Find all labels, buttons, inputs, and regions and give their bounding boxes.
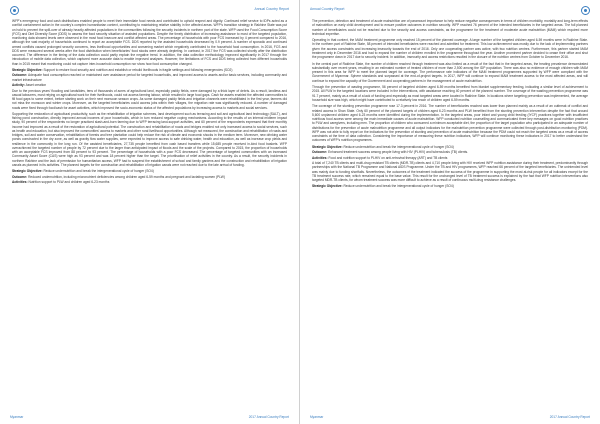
labeled-paragraph: [312, 145, 588, 149]
right-page-footer: [310, 415, 590, 420]
labeled-paragraph: [312, 184, 588, 188]
paragraph-text: Reduced undernutrition, including micronutrient deficiencies among children aged 6-59 months and pregnant and lactating women (PLW): [28, 174, 225, 179]
body-paragraph: Due to the previous years' flooding and landslides, tens of thousands of acres of agricultural land, especially paddy fields, were damaged by a thick layer of debris. As a result, landless and casual labourers, most relying on agricultural work for their livelihoods, could not access farming labour, which resulted in large food gaps. Cash for assets enabled the affected communities to fill food gaps to some extent, before starting work on their next monsoon season crops. As some damaged paddy fields and irrigation channels were rehabilitated in the first year, farmers did not miss the monsoon and winter crops. Moreover, as the targeted beneficiaries could access jobs within their villages, the migration rate was significantly reduced. A number of damaged roads were fixed through food/cash for asset activities, which improved the socio-economic status of the affected populations by increasing access to markets and social services.: [12, 88, 287, 110]
paragraph-text: Reduce undernutrition and break the intergenerational cycle of hunger (SO4): [343, 144, 454, 149]
paragraph-text: Adequate food consumption reached or maintained over assistance period for targeted households, and improved access to assets and/or basic services, including community and market infrastructure: [12, 73, 287, 82]
paragraph-text: Nutrition support to PLW and children aged 6-23 months: [28, 180, 110, 185]
labeled-paragraph: [12, 175, 287, 179]
footer-country: Myanmar: [10, 415, 24, 419]
labeled-paragraph: [12, 83, 287, 87]
labeled-paragraph: [12, 73, 287, 82]
paragraph-text: Reduce undernutrition and break the intergenerational cycle of hunger (SO4): [43, 169, 154, 174]
wfp-emblem-icon: [10, 6, 19, 15]
paragraph-label: Outcome:: [12, 73, 28, 78]
footer-country: Myanmar: [310, 415, 324, 419]
running-title: Annual Country Report: [310, 7, 345, 11]
paragraph-label: Outcome:: [312, 150, 328, 155]
wfp-emblem-icon: [581, 6, 590, 15]
paragraph-label: Strategic Objective:: [12, 67, 43, 72]
paragraph-text: Asset creation: [25, 83, 47, 88]
paragraph-text: Reduce undernutrition and break the intergenerational cycle of hunger (SO4): [343, 184, 454, 189]
left-page-footer: [10, 415, 289, 420]
labeled-paragraph: [312, 156, 588, 160]
paragraph-label: Outcome:: [12, 174, 28, 179]
labeled-paragraph: [12, 180, 287, 184]
footer-report-title: 2017 Annual Country Report: [248, 415, 289, 419]
paragraph-label: Strategic Objective:: [12, 169, 43, 174]
paragraph-label: Activity:: [12, 83, 25, 88]
body-paragraph: Supporting the restoration of agricultural productivity, such as the rehabilitation of irrigation schemes, land development such as terracing and soil and agricultural land technology (SALT), and fishing pond construction, directly improved annual incomes of poor households, which in turn reduced negative coping mechanisms. According to the results of an internal midterm impact study, 90 percent of the respondents no longer practiced slash-and-burn farming due to WFP terracing land-support activities, and 60 percent of the respondents expressed that their monthly income had improved as a result of the restoration of agricultural potential. The construction and rehabilitation of roads and bridges enabled not only increased access to social services, such as health and education, but also improved the communities' access to markets and other rural livelihood opportunities. Although not measured, the construction and rehabilitation of roads and bridges, soil and water conservation, rehabilitation of forests and tree plantation could help reduce the risk of climate and economic shocks in the medium term. Moreover, new drinking water ponds constructed in the dry zone, as well as gravity flow water supplies, were expected to improve access to safe drinking water, health and education, as well as increase crop yields and resilience in the community in the long run. Of the assisted beneficiaries, 27,735 people benefited from cash based transfers while 15,685 people received in-kind food baskets. WFP overachieved the targeted number of people by 72 percent due to the larger than anticipated impact of floods and the scale of the projects. Compared to 2015, the proportion of households with an acceptable FCS improved from 88 percent to 93 percent. The percentage of households with a poor FCS decreased. The percentage of targeted communities with an increased Community Asset Score (CAS) were high as 93 percent and was 18 percent higher than the target. The prioritisation of relief activities in the country. As a result, the security incidents in northern Rakhine and the lack of permission for humanitarian access, WFP had to suspend the establishment of school and family gardens and the construction and rehabilitation of irrigation canals as planned in its activities. The planned targets for the construction and rehabilitation of irrigation canals were not reached due to the late arrival of funding.: [12, 111, 287, 167]
right-page: [300, 0, 600, 424]
right-page-body: [312, 19, 588, 412]
paragraph-text: Support to restore food security and nutrition and establish or rebuild livelihoods in fragile settings and following emergencies (SO2): [43, 67, 233, 72]
paragraph-text: Enhanced treatment success among people living with HIV (PLHIV) and tuberculosis (TB) clients.: [328, 150, 469, 155]
paragraph-label: Activities:: [12, 180, 28, 185]
left-page-body: [12, 19, 287, 412]
paragraph-label: Strategic Objective:: [312, 184, 343, 189]
running-title: Annual Country Report: [254, 7, 289, 11]
paragraph-text: Food and nutrition support to PLHIV on anti-retroviral therapy (ART) and TB clients: [328, 155, 448, 160]
body-paragraph: WFP's emergency food and cash distributions enabled people to meet their immediate food needs and contributed to uphold respect and dignity. Continued relief service to IDPs acted as a conflict containment action in the country's complex humanitarian context, contributing to maintaining relative stability in the affected areas. WFP's transition strategy in Rakhine State was put on hold to prevent the spill-over of already heavily affected populations in the communities following the security incidents in northern part of the state. WFP used the Food Consumption Score (FCS) and Diet Diversity Score (DDS) to assess the food security situation of assisted populations. Despite the timely distribution of increasing assistance to most of the targeted population, monitoring data showed levels were observed in the most food insecure and conflict affected areas. The percentage of households with poor FCS increased by 4 percent compared to 2016, although the vast majority of households continued to report an acceptable FCS. DDS reported by the assisted households decreased by 0.9 percent. A number of sporadic and continued armed conflicts caused prolonged security concerns, less livelihood opportunities and worsening market which negatively contributed to the household food consumption. In 2016, FCS and DDS were measured several weeks after the food distribution when beneficiaries' food stocks were already depleting. In contrast, in 2017 the FCS was collected shortly after the distribution occurred. The difference in the timing of the data collection could partly explain the negative trend. In addition, the data collection methodology improved significantly in 2017 through the introduction of mobile data collection, which captured more accurate data to enable improved analyses. However, the limitations of FCS and DDS being collected from different households than in 2015 meant that monitoring could not capture inter-household consumption nor show how food consumption changed.: [12, 19, 287, 66]
paragraph-label: Activities:: [312, 155, 328, 160]
body-paragraph: The coverage of the stunting prevention programme rose 17.3 percent in 2016. The number of beneficiaries reached was lower than planned mainly as a result of an outbreak of conflict and related access in Shan State. Only 60 percent of the planned targets of children aged 6-23 months and PLW benefited from the stunting prevention intervention despite the fact that around 5,600 unplanned children aged 6-23 months were identified during the implementation. In the targeted areas, poor infant and young child feeding (IYCF) practices together with insufficient nutritious food access were among the main immediate causes of acute malnutrition. WFP conducted nutrition counselling and communicated three key messages on good nutrition practices to PLW and caregivers, including men. The proportion of children who consumed a minimum acceptable diet, the proportion of the target population who participated in an adequate number of distributions for the prevention of acute malnutrition programme and all output indicators for the malnutrition prevention programme were collected through post-distribution monitoring (PDM). WFP was not able to fully report on the indicators for the prevention of stunting and prevention of acute malnutrition because the PDM could not reach the targeted areas as a result of access constraints at the time of data collection. Considering the importance of measuring these nutrition indicators, WFP will continue monitoring these indicators in 2017 to better understand the outcomes of WFP's nutrition programmes.: [312, 104, 588, 143]
right-page-header: [310, 6, 590, 18]
left-page-header: [10, 6, 289, 18]
labeled-paragraph: [12, 68, 287, 72]
body-paragraph: In the central part of Rakhine State, the number of children reached through treatment was also limited as a result of the fact that in the targeted areas, the treating prevalence demonstrated substantially over recent years, resulting in an estimated number of treated children of more than 2,500 among the IDP population. There was also no evidence of enough children with MAM present in this area for WFP to meet the planned target for coverage. The performance rate indicators of the MAM treatment programmes supported by WFP were compliant with the Government of Myanmar. Sphere standards and surpassed at the end-of-project targets. In 2017, WFP will continue to expand MAM treatment access to the most affected areas, and will continue to expand the capacity of the Government and cooperating partners in the management of acute malnutrition.: [312, 61, 588, 83]
paragraph-label: Strategic Objective:: [312, 144, 343, 149]
footer-report-title: 2017 Annual Country Report: [549, 415, 590, 419]
labeled-paragraph: [312, 150, 588, 154]
body-paragraph: The prevention, detection and treatment of acute malnutrition are of paramount importance to help reduce negative consequences in terms of children morbidity, mortality and long-term effects of malnutrition on early child development and to ensure positive outcomes in nutrition security. WFP reached 76 percent of the intended beneficiaries in the targeted areas. The full planned number of beneficiaries could not be reached due to the security and access constraints, as the programme for the treatment of moderate acute malnutrition (MAM) which required more technical expertise.: [312, 19, 588, 36]
body-paragraph: Operating in that context, the MAM treatment programme only reached 15 percent of the planned coverage. A large number of the targeted children aged 6-59 months were in Rakhine State. In the northern part of Rakhine State, 58 percent of intended beneficiaries were reached and admitted for treatment. This low achievement was mostly due to the lack of implementing partners given the access constraints and increasing insecurity towards the end of 2016. Only one cooperating partner was active, with two nutrition centres. Furthermore, this partner started MAM treatment only in December 2016 and had to expand the number of children enrolled in the programme throughout the year. Another prominent partner decided to cease their office and shut the programme down in 2017 due to security incident. In addition, insecurity and access restrictions resulted in the closure of the nutrition centres from October to December 2016.: [312, 38, 588, 60]
body-paragraph: Through the prevention of wasting programme, 56 percent of targeted children aged 6-59 months benefited from blanket supplementary feeding, indicating a similar level of achievement to 2015. All PLW in the targeted locations were included in the interventions, with assistance reaching 40 percent of the planned number. The coverage of the wasting prevention programme was 91.7 percent, mainly as a result of a lack of funding and especially as most targeted areas were located in Rakhine State. In locations where targeting prevention was implemented, the average household size was high, which might have contributed to a relatively low reach of children aged 6-59 months.: [312, 85, 588, 102]
labeled-paragraph: [12, 169, 287, 173]
body-paragraph: A total of 7,240 TB clients and multi-drug resistant TB clients (MDR-TB) clients and 4,710 people living with HIV received WFP nutrition assistance during their treatment, predominantly through partnerships with the National TB Programme and National AIDS Programme. Under the TB and HIV programmes, WFP reached 66 percent of the targeted beneficiaries. The unintended level was mainly due to funding shortfalls. Nevertheless, the outcomes of the treatment indicated the success of the programme in supporting the most at-risk people for all indicators except for the TB treatment success rate, which remained equal to the base value. This result for the unchanged level of TB treatment success is explained by the fact that WFP nutrition interventions also targeted MDR-TB clients, for whom treatment success was more difficult to achieve as a result of continuous multi-drug resistance challenges.: [312, 161, 588, 182]
